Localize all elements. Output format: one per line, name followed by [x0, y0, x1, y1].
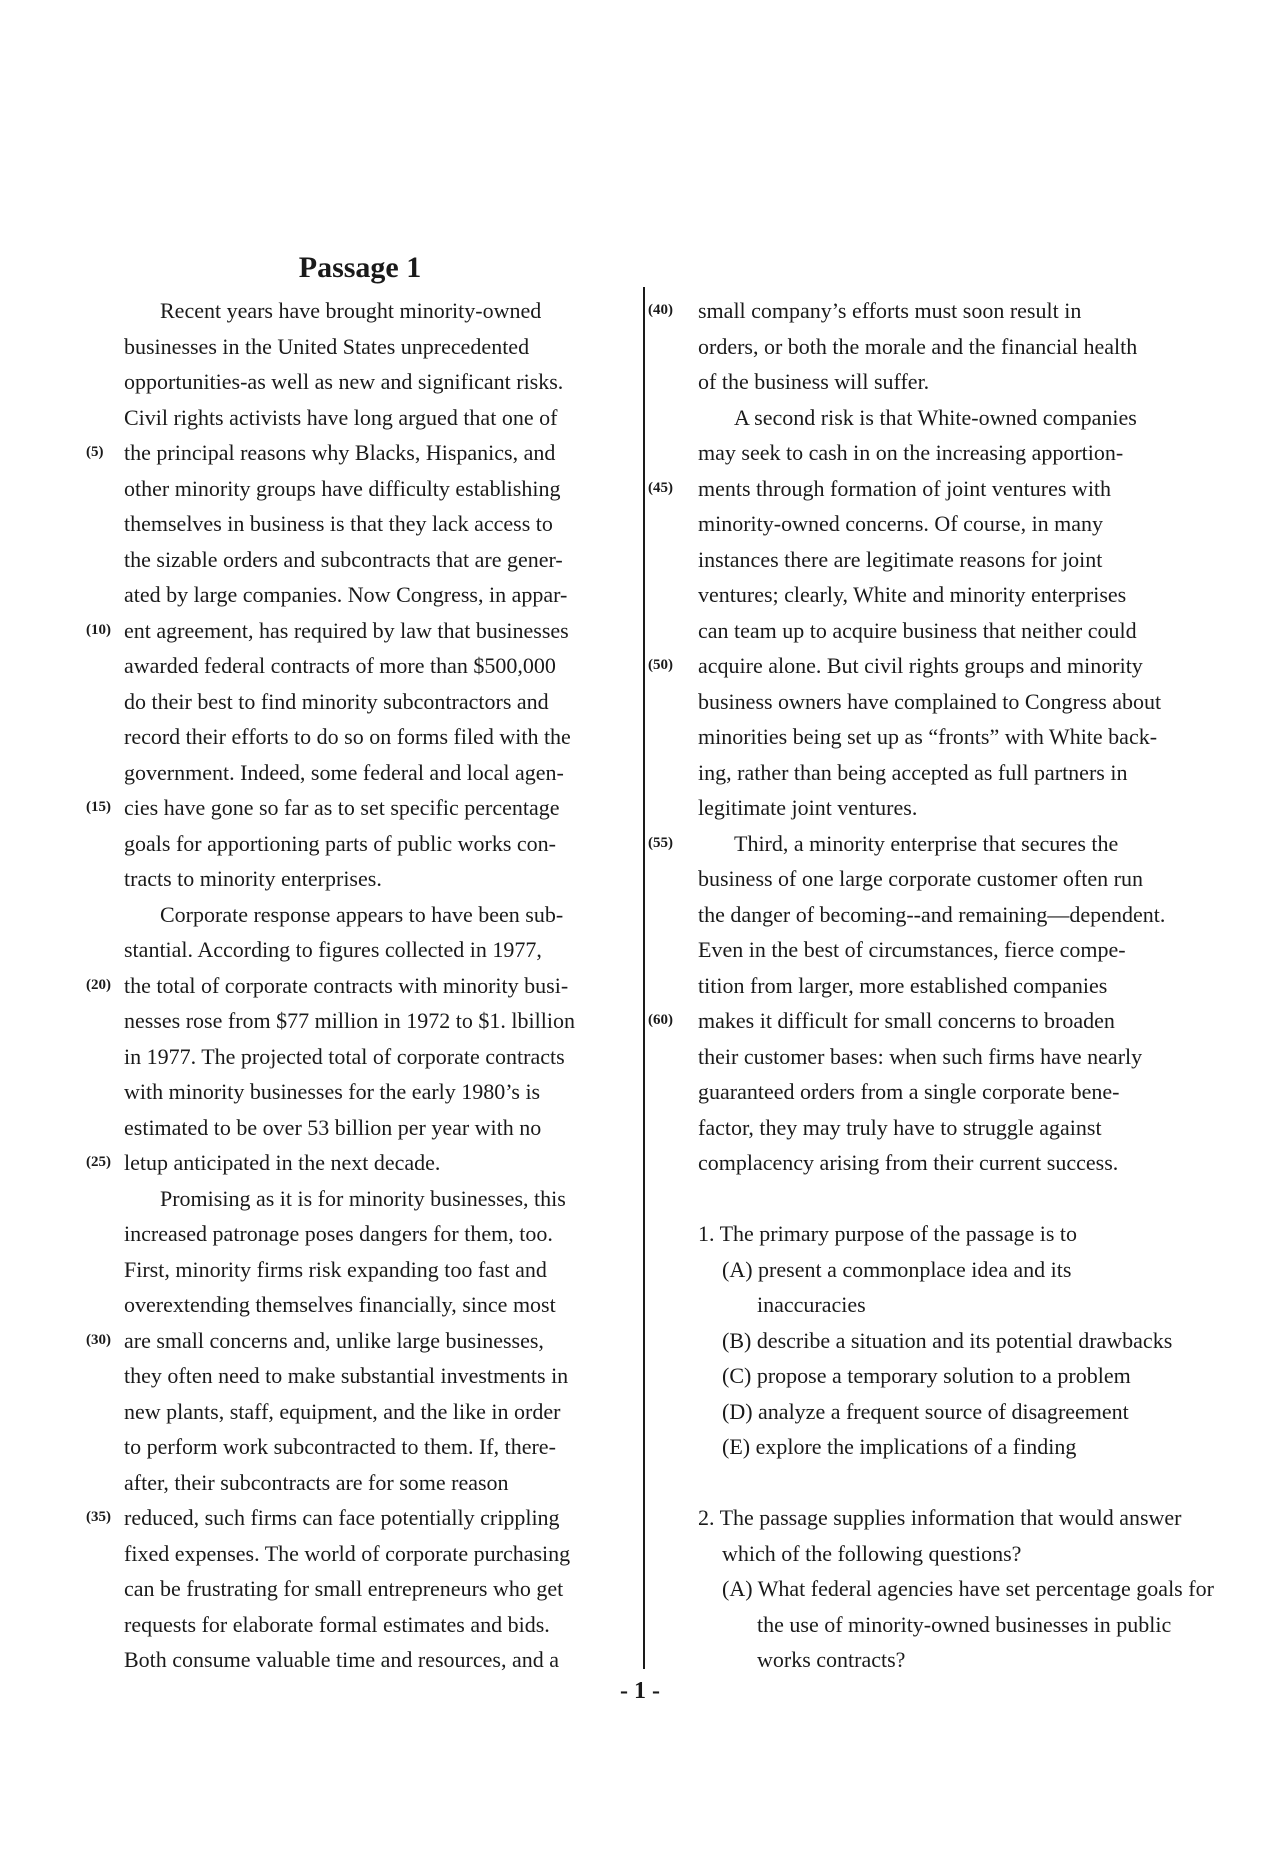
passage-line [86, 1323, 626, 1359]
line-text: other minority groups have difficulty establishing [124, 475, 561, 501]
question-stem-text: 1. The primary purpose of the passage is to [698, 1221, 1078, 1246]
line-text: opportunities-as well as new and significant risks. [124, 369, 564, 394]
passage-line [86, 400, 626, 436]
question-stem-text: 2. The passage supplies information that would answer [698, 1505, 1182, 1530]
passage-line [86, 364, 626, 400]
line-text: works contracts? [757, 1647, 906, 1672]
passage-line [648, 293, 1208, 329]
answer-choice-line [648, 1358, 1208, 1394]
passage-left-column [86, 293, 626, 1678]
passage-line [86, 1429, 626, 1465]
line-text: Recent years have brought minority-owned [160, 298, 542, 323]
line-text: the principal reasons why Blacks, Hispanics, and [124, 440, 556, 465]
line-text: Both consume valuable time and resources, and a [124, 1647, 559, 1672]
line-text: letup anticipated in the next decade. [124, 1150, 441, 1175]
passage-line [86, 1252, 626, 1288]
line-text: Corporate response appears to have been sub- [160, 901, 564, 927]
passage-line [648, 897, 1208, 933]
line-text: Third, a minority enterprise that secures the [734, 830, 1119, 856]
passage-line [86, 1216, 626, 1252]
passage-line [648, 471, 1208, 507]
line-text: ent agreement, has required by law that businesses [124, 617, 569, 643]
line-number: (15) [86, 799, 111, 815]
line-text: (A) What federal agencies have set percentage goals for [722, 1576, 1214, 1601]
passage-line [86, 826, 626, 862]
passage-line [86, 1287, 626, 1323]
passage-line [86, 719, 626, 755]
passage-line [648, 861, 1208, 897]
line-text: the danger of becoming--and remaining—dependent. [698, 901, 1166, 927]
line-text: with minority businesses for the early 1980’s is [124, 1079, 541, 1104]
line-text: Promising as it is for minority businesses, this [160, 1185, 566, 1211]
passage-line [648, 932, 1208, 968]
answer-choice-line [648, 1607, 1208, 1643]
passage-line [86, 613, 626, 649]
line-text: instances there are legitimate reasons for joint [698, 546, 1103, 572]
line-text: business of one large corporate customer often run [698, 866, 1143, 891]
line-text: guaranteed orders from a single corporate bene- [698, 1079, 1120, 1104]
line-text: increased patronage poses dangers for them, too. [124, 1221, 553, 1246]
line-text: (A) present a commonplace idea and its [722, 1256, 1072, 1282]
passage-line [86, 1358, 626, 1394]
passage-line [86, 968, 626, 1004]
line-number: (50) [648, 657, 673, 673]
line-text: (B) describe a situation and its potential drawbacks [722, 1327, 1173, 1353]
line-text: (D) analyze a frequent source of disagreement [722, 1398, 1129, 1424]
line-text: tracts to minority enterprises. [124, 866, 382, 891]
line-text: ments through formation of joint ventures with [698, 475, 1112, 501]
line-text: ventures; clearly, White and minority enterprises [698, 582, 1127, 607]
passage-line [648, 506, 1208, 542]
passage-right-column [648, 293, 1214, 1678]
line-text: A second risk is that White-owned companies [734, 404, 1137, 430]
line-text: goals for apportioning parts of public works con- [124, 830, 556, 856]
passage-line [648, 435, 1208, 471]
passage-line [86, 932, 626, 968]
line-text: ing, rather than being accepted as full partners in [698, 759, 1128, 785]
line-text: overextending themselves financially, since most [124, 1292, 556, 1317]
line-number: (55) [648, 834, 673, 851]
passage-line [648, 1039, 1208, 1075]
line-text: First, minority firms risk expanding too fast and [124, 1256, 547, 1282]
passage-line [648, 1074, 1208, 1110]
passage-line [648, 719, 1208, 755]
line-text: small company’s efforts must soon result in [698, 298, 1082, 323]
answer-choice-line [648, 1252, 1208, 1288]
line-text: factor, they may truly have to struggle against [698, 1114, 1102, 1140]
line-text: themselves in business is that they lack access to [124, 511, 553, 536]
line-number: (60) [648, 1012, 673, 1028]
passage-line [86, 506, 626, 542]
passage-line [86, 1536, 626, 1572]
passage-line [86, 471, 626, 507]
line-text: legitimate joint ventures. [698, 795, 918, 820]
question-stem [648, 1500, 1208, 1536]
line-text: orders, or both the morale and the financial health [698, 333, 1138, 359]
question-stem [648, 1216, 1208, 1252]
passage-line [648, 755, 1208, 791]
line-text: can team up to acquire business that neither could [698, 617, 1137, 643]
passage-line [648, 1003, 1208, 1039]
line-text: nesses rose from $77 million in 1972 to $1. lbillion [124, 1008, 575, 1033]
passage-line [648, 613, 1208, 649]
line-number: (35) [86, 1509, 111, 1525]
passage-line [86, 1571, 626, 1607]
line-text: cies have gone so far as to set specific percentage [124, 795, 560, 820]
passage-line [86, 684, 626, 720]
passage-line [648, 364, 1208, 400]
line-text: Civil rights activists have long argued that one of [124, 404, 558, 430]
line-text: record their efforts to do so on forms filed with the [124, 724, 571, 749]
line-text: makes it difficult for small concerns to broaden [698, 1008, 1115, 1033]
passage-line [86, 897, 626, 933]
passage-line [86, 1145, 626, 1181]
passage-line [648, 542, 1208, 578]
line-text: business owners have complained to Congress about [698, 688, 1162, 714]
column-divider [643, 287, 645, 1669]
line-text: estimated to be over 53 billion per year with no [124, 1114, 542, 1140]
answer-choice-line [648, 1536, 1208, 1572]
line-text: acquire alone. But civil rights groups and minority [698, 653, 1143, 678]
line-number: (30) [86, 1331, 111, 1348]
line-number: (25) [86, 1154, 111, 1170]
line-text: complacency arising from their current success. [698, 1150, 1119, 1175]
line-text: which of the following questions? [722, 1540, 1022, 1566]
passage-line [86, 293, 626, 329]
line-text: may seek to cash in on the increasing apportion- [698, 440, 1124, 465]
line-text: awarded federal contracts of more than $500,000 [124, 653, 556, 678]
answer-choice-line [648, 1571, 1214, 1607]
line-number: (10) [86, 621, 111, 638]
line-text: their customer bases: when such firms have nearly [698, 1043, 1143, 1069]
passage-line [648, 826, 1208, 862]
line-text: the use of minority-owned businesses in public [757, 1611, 1172, 1637]
passage-line [86, 1607, 626, 1643]
passage-line [86, 861, 626, 897]
line-text: in 1977. The projected total of corporate contracts [124, 1043, 565, 1069]
passage-line [86, 1039, 626, 1075]
passage-line [86, 329, 626, 365]
line-text: businesses in the United States unprecedented [124, 333, 530, 359]
passage-line [86, 577, 626, 613]
line-text: stantial. According to figures collected in 1977, [124, 937, 542, 962]
line-text: Even in the best of circumstances, fierce compe- [698, 937, 1126, 962]
line-number: (40) [648, 302, 673, 318]
answer-choice-line [648, 1429, 1208, 1465]
passage-line [648, 1110, 1208, 1146]
passage-line [648, 1145, 1208, 1181]
line-text: fixed expenses. The world of corporate purchasing [124, 1540, 571, 1566]
passage-line [648, 684, 1208, 720]
line-text: do their best to find minority subcontractors and [124, 688, 549, 714]
passage-line [648, 790, 1208, 826]
passage-line [86, 1003, 626, 1039]
passage-line [86, 435, 626, 471]
spacer [648, 1465, 1208, 1501]
line-text: to perform work subcontracted to them. If, there- [124, 1434, 556, 1459]
passage-line [86, 1465, 626, 1501]
passage-line [648, 648, 1208, 684]
line-text: tition from larger, more established companies [698, 972, 1108, 998]
line-text: are small concerns and, unlike large businesses, [124, 1327, 544, 1353]
passage-line [648, 968, 1208, 1004]
passage-line [86, 790, 626, 826]
line-text: can be frustrating for small entrepreneurs who get [124, 1576, 564, 1601]
passage-line [86, 755, 626, 791]
line-number: (20) [86, 976, 111, 993]
passage-line [648, 400, 1208, 436]
line-text: new plants, staff, equipment, and the like in order [124, 1398, 561, 1424]
answer-choice-line [648, 1394, 1208, 1430]
line-text: (C) propose a temporary solution to a problem [722, 1363, 1131, 1388]
passage-line [86, 542, 626, 578]
line-text: inaccuracies [757, 1292, 866, 1317]
line-text: government. Indeed, some federal and local agen- [124, 759, 564, 785]
line-text: ated by large companies. Now Congress, in appar- [124, 582, 568, 607]
line-number: (5) [86, 444, 104, 460]
page-number: - 1 - [620, 1678, 660, 1704]
answer-choice-line [648, 1642, 1208, 1678]
passage-line [86, 1500, 626, 1536]
line-text: requests for elaborate formal estimates and bids. [124, 1611, 550, 1637]
answer-choice-line [648, 1287, 1208, 1323]
spacer [648, 1181, 1208, 1217]
passage-line [86, 1074, 626, 1110]
passage-line [648, 329, 1208, 365]
passage-line [86, 1394, 626, 1430]
passage-line [86, 1642, 626, 1678]
passage-title: Passage 1 [298, 251, 422, 284]
answer-choice-line [648, 1323, 1208, 1359]
line-text: of the business will suffer. [698, 369, 930, 394]
passage-line [86, 648, 626, 684]
line-number: (45) [648, 479, 673, 496]
line-text: (E) explore the implications of a finding [722, 1434, 1077, 1459]
line-text: minority-owned concerns. Of course, in many [698, 511, 1104, 536]
line-text: the sizable orders and subcontracts that are gener- [124, 546, 563, 572]
line-text: after, their subcontracts are for some reason [124, 1469, 509, 1495]
passage-line [648, 577, 1208, 613]
line-text: reduced, such firms can face potentially crippling [124, 1505, 560, 1530]
line-text: the total of corporate contracts with minority busi- [124, 972, 569, 998]
line-text: they often need to make substantial investments in [124, 1363, 569, 1388]
passage-line [86, 1110, 626, 1146]
line-text: minorities being set up as “fronts” with White back- [698, 724, 1158, 749]
passage-line [86, 1181, 626, 1217]
